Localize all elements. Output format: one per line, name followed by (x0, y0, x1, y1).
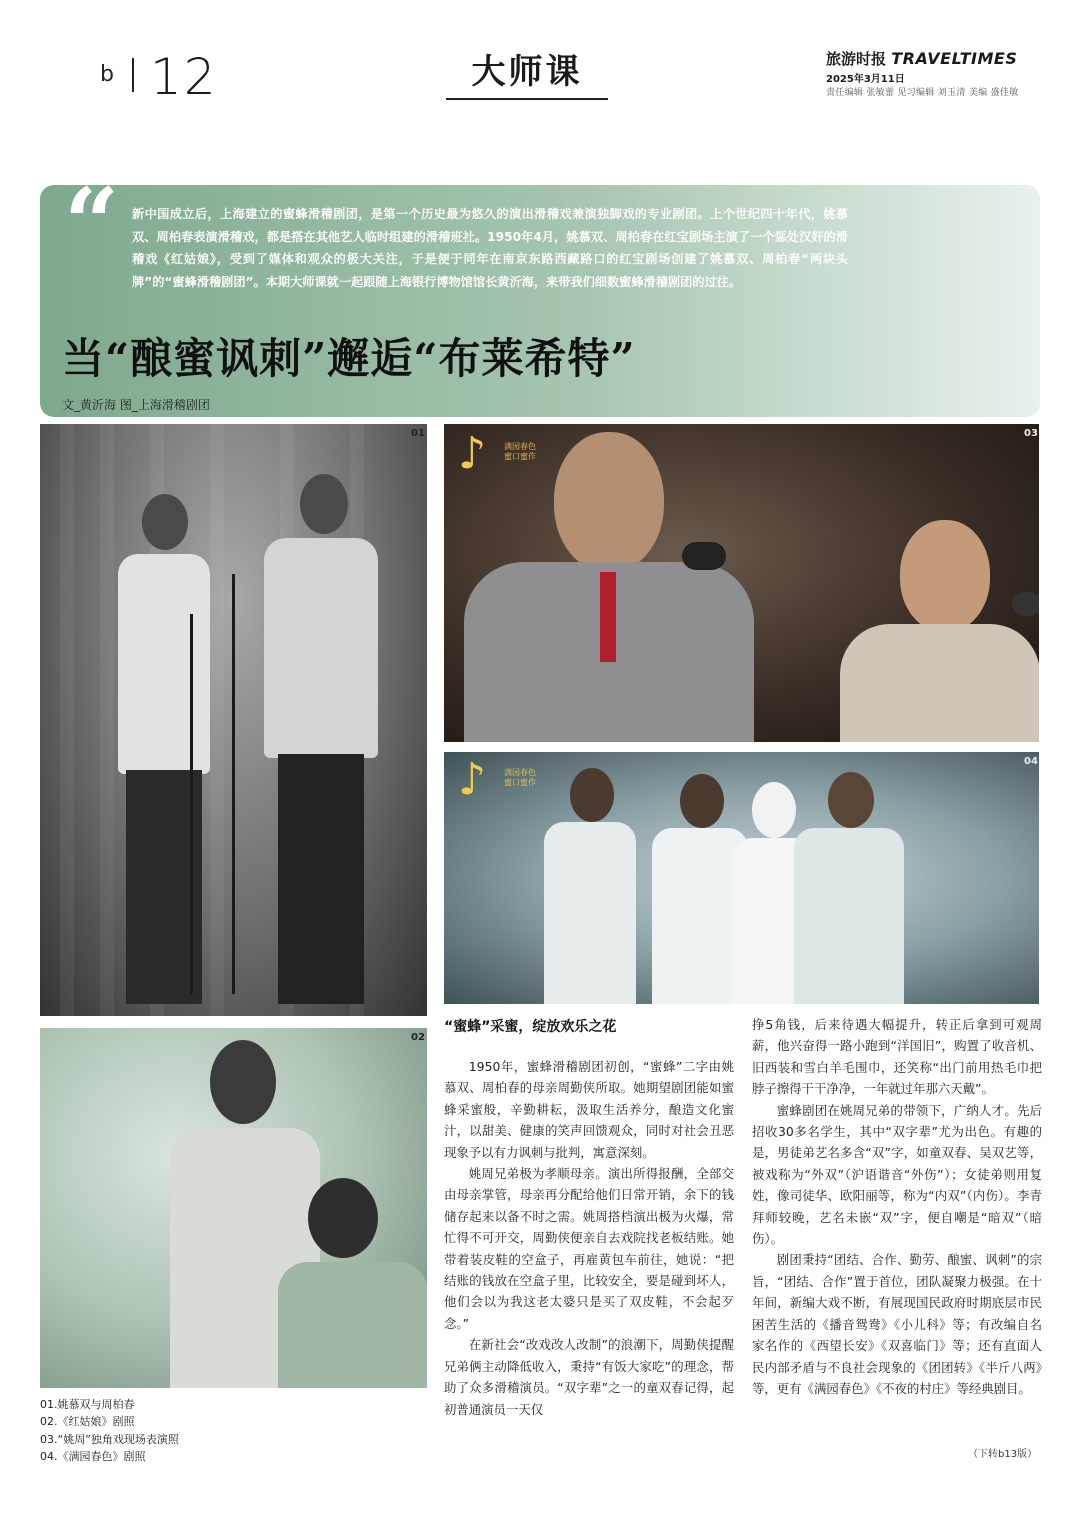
article-column-1 (444, 1056, 734, 1420)
issue-date: 2025年3月11日 (826, 74, 905, 85)
photo-02-number: 02 (411, 1032, 425, 1043)
column-title: 大师课 (471, 52, 583, 92)
play-logo-text: 满园春色 蜜口蜜作 (504, 768, 536, 787)
play-logo-icon: ♪ (458, 754, 487, 805)
paragraph: 1950年，蜜蜂滑稽剧团初创，“蜜蜂”二字由姚慕双、周柏春的母亲周勤侠所取。她期望剧团能如蜜蜂采蜜般，辛勤耕耘，汲取生活养分，酿造文化蜜汁，以甜美、健康的笑声回馈观众，同时对社会丑恶现象予以有力讽刺与批判，寓意深刻。 (444, 1059, 734, 1160)
column-title-underline (446, 98, 608, 100)
microphone (682, 542, 726, 570)
elder-performer-left-figure (464, 432, 754, 742)
section-letter: b (100, 62, 114, 87)
intro-paragraph: 新中国成立后，上海建立的蜜蜂滑稽剧团，是第一个历史最为悠久的演出滑稽戏兼演独脚戏的专业剧团。上个世纪四十年代，姚慕双、周柏春表演滑稽戏，都是搭在其他艺人临时组建的滑稽班社。1950年4月，姚慕双、周柏春在红宝剧场主演了一个惩处汉奸的滑稽戏《红姑娘》，受到了媒体和观众的极大关注，于是便于同年在南京东路西藏路口的红宝剧场创建了姚慕双、周柏春“两块头牌”的“蜜蜂滑稽剧团”。本期大师课就一起跟随上海银行博物馆馆长黄沂海，来带我们细数蜜蜂滑稽剧团的过往。 (132, 207, 848, 289)
photo-captions (40, 1396, 179, 1466)
photo-02 (40, 1028, 427, 1388)
actor-figure (794, 772, 904, 1004)
header-divider (132, 58, 134, 92)
paragraph: 在新社会“改戏改人改制”的浪潮下，周勤侠提醒兄弟俩主动降低收入，秉持“有饭大家吃”的理念，帮助了众多滑稽演员。“双字辈”之一的童双春记得，起初普通演员一天仅 (444, 1337, 734, 1417)
paper-name-en: TRAVELTIMES (891, 49, 1018, 68)
photo-01 (40, 424, 427, 1016)
paragraph: 剧团秉持“团结、合作、勤劳、酿蜜、讽刺”的宗旨，“团结、合作”置于首位，团队凝聚力极强。在十年间，新编大戏不断，有展现国民政府时期底层市民困苦生活的《播音鸳鸯》《小儿科》等；有改编自名家名作的《西望长安》《双喜临门》等；还有直面人民内部矛盾与不良社会现象的《团团转》《半斤八两》等，更有《满园春色》《不夜的村庄》等经典剧目。 (752, 1252, 1042, 1396)
caption: 02.《红姑娘》剧照 (40, 1415, 135, 1429)
photo-03 (444, 424, 1039, 742)
performer-right-figure (256, 474, 386, 1004)
actress-figure (278, 1178, 427, 1388)
paragraph: 蜜蜂剧团在姚周兄弟的带领下，广纳人才。先后招收30多名学生，其中“双字辈”尤为出色。有趣的是，男徒弟艺名多含“双”字，如童双春、吴双艺等，被戏称为“外双”（沪语谐音“外伤”）；女徒弟则用复姓，像司徒华、欧阳丽等，称为“内双”（内伤）。李青拜师较晚，艺名未嵌“双”字，便自嘲是“暗双”（暗伤）。 (752, 1102, 1042, 1247)
caption: 04.《满园春色》剧照 (40, 1450, 146, 1464)
paper-name-cn: 旅游时报 (826, 50, 887, 68)
actor-figure (544, 768, 636, 1004)
caption: 03.“姚周”独角戏现场表演照 (40, 1432, 179, 1446)
paragraph-continued: 挣5角钱，后来待遇大幅提升，转正后拿到可观周薪，他兴奋得一路小跑到“洋国旧”，购置了收音机、旧西装和雪白羊毛围巾，还笑称“出门前用热毛巾把脖子擦得干干净净，一年就过年那六天戴”。 (752, 1017, 1042, 1097)
paragraph: 姚周兄弟极为孝顺母亲。演出所得报酬，全部交由母亲掌管，母亲再分配给他们日常开销，余下的钱储存起来以备不时之需。姚周搭档演出极为火爆，常忙得不可开交，周勤侠便亲自去戏院找老板结账。她带着装皮鞋的空盒子，再雇黄包车前往，她说：“把结账的钱放在空盒子里，比较安全，要是碰到坏人，他们会以为我这老太婆只是买了双皮鞋，不会起歹念。” (444, 1166, 734, 1331)
play-logo-icon: ♪ (458, 428, 487, 479)
page-number: 12 (150, 48, 218, 106)
article-column-2 (752, 1014, 1042, 1399)
photo-04 (444, 752, 1039, 1004)
performer-left-figure (108, 494, 220, 1004)
photo-01-number: 01 (411, 428, 425, 439)
photo-03-number: 03 (1024, 428, 1038, 439)
photo-04-number: 04 (1024, 756, 1038, 767)
quote-mark-icon: “ (64, 167, 120, 280)
article-headline: 当“酿蜜讽刺”邂逅“布莱希特” (62, 334, 636, 383)
microphone-stand (232, 574, 235, 994)
caption: 01.姚慕双与周柏春 (40, 1398, 135, 1411)
microphone (1012, 592, 1039, 616)
byline: 文_黄沂海 图_上海滑稽剧团 (62, 398, 210, 412)
play-logo-text: 满园春色 蜜口蜜作 (504, 442, 536, 461)
paper-masthead (826, 48, 1017, 69)
elder-performer-right-figure (840, 520, 1039, 742)
article-subhead: “蜜蜂”采蜜，绽放欢乐之花 (444, 1019, 617, 1035)
microphone-stand (190, 614, 193, 994)
continued-on-note: （下转b13版） (968, 1449, 1038, 1460)
editor-credits: 责任编辑 张敏蕾 见习编辑 刘玉清 美编 盛佳敏 (826, 88, 1019, 98)
